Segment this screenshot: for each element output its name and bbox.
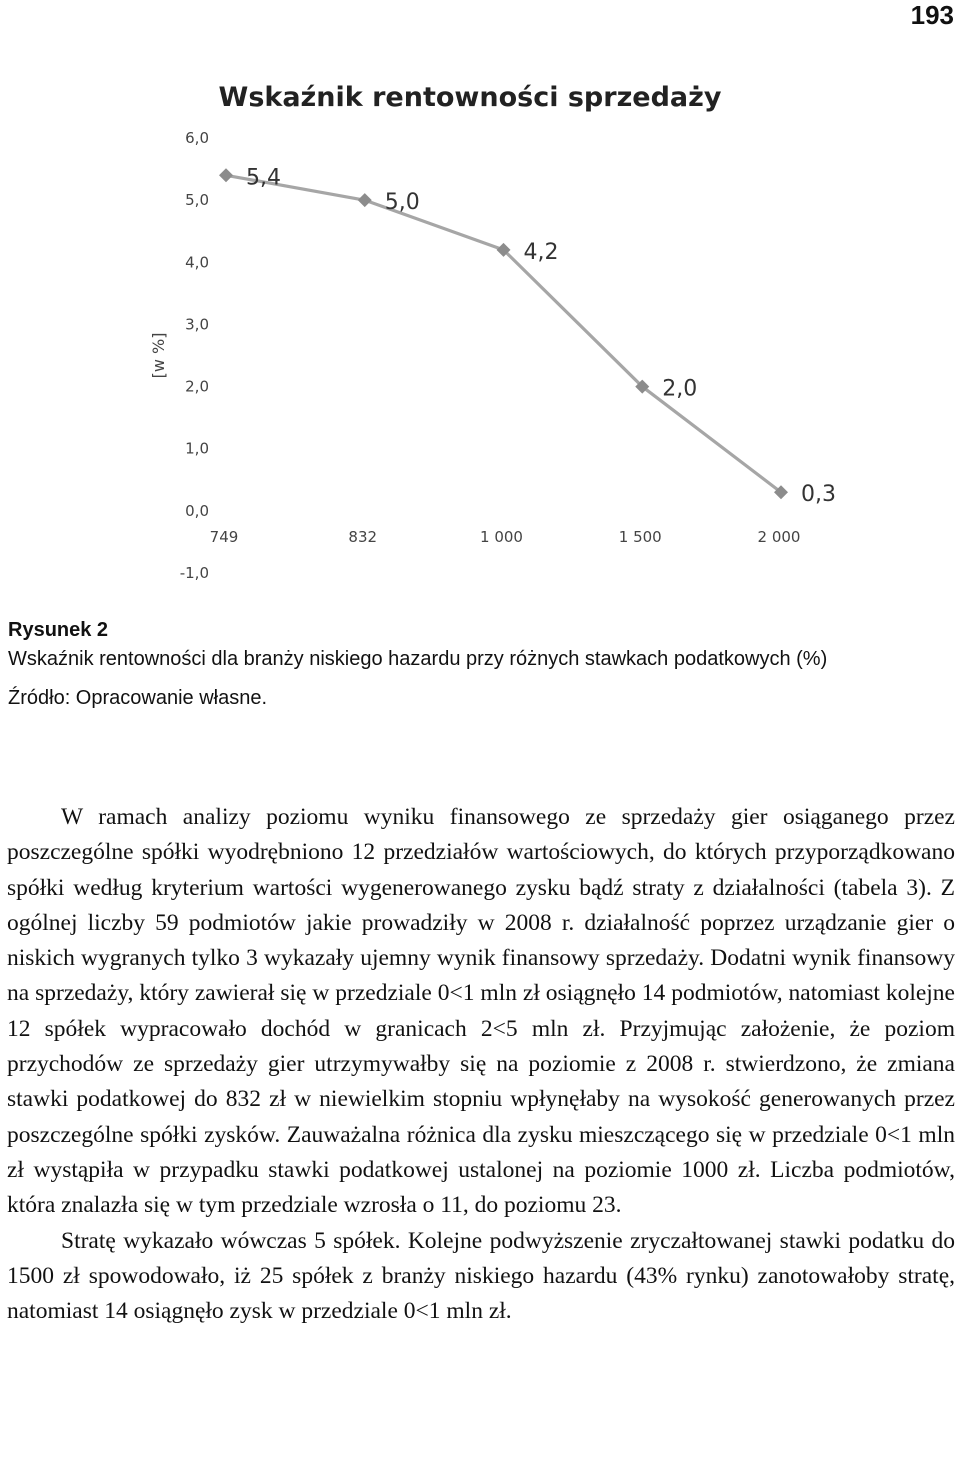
x-tick-label: 832 [348, 527, 378, 546]
figure-description: Wskaźnik rentowności dla branży niskiego hazardu przy różnych stawkach podatkowych (%) [8, 648, 828, 670]
figure-caption [8, 616, 948, 713]
x-tick-label: 749 [209, 527, 239, 546]
paragraph-1: W ramach analizy poziomu wyniku finansowego ze sprzedaży gier osiąganego przez poszczególne spółki wyodrębniono 12 przedziałów wartościowych, do których przyporządkowano spółki według kryterium wartości wygenerowanego zysku bądź straty z działalności (tabela 3). Z ogólnej liczby 59 podmiotów jakie prowadziły w 2008 r. działalność poprzez urządzanie gier o niskich wygranych tylko 3 wykazały ujemny wynik finansowy sprzedaży. Dodatni wynik finansowy na sprzedaży, który zawierał się w przedziale 0<1 mln zł osiągnęło 14 podmiotów, natomiast kolejne 12 spółek wypracowało dochód w granicach 2<5 mln zł. Przyjmując założenie, że poziom przychodów ze sprzedaży gier utrzymywałby się na poziomie z 2008 r. stwierdzono, że zmiana stawki podatkowej do 832 zł w niewielkim stopniu wpłynęłaby na wysokość generowanych przez poszczególne spółki zysków. Zauważalna różnica dla zysku mieszczącego się w przedziale 0<1 mln zł wystąpiła w przypadku stawki podatkowej ustalonej na poziomie 1000 zł. Liczba podmiotów, która znalazła się w tym przedziale wzrosła o 11, do poziomu 23. [7, 804, 955, 1219]
x-tick-label: 1 000 [480, 527, 523, 546]
data-labels [246, 165, 836, 507]
data-label: 5,0 [384, 190, 420, 216]
y-tick-label: 1,0 [185, 439, 209, 458]
y-tick-label: 2,0 [185, 377, 209, 396]
y-tick-label: 4,0 [185, 253, 209, 272]
y-tick-label: 5,0 [185, 191, 209, 210]
data-label: 0,3 [801, 482, 836, 508]
figure-label: Rysunek 2 [8, 619, 109, 641]
y-tick-label: 3,0 [185, 315, 209, 334]
data-label: 5,4 [246, 165, 281, 191]
page-number: 193 [910, 0, 954, 30]
x-tick-label: 1 500 [618, 527, 662, 546]
paragraph-2: Stratę wykazało wówczas 5 spółek. Kolejne podwyższenie zryczałtowanej stawki podatku do 1500 zł spowodowało, iż 25 spółek z branży niskiego hazardu (43% rynku) zanotowałoby stratę, natomiast 14 osiągnęło zysk w przedziale 0<1 mln zł. [7, 1227, 955, 1325]
body-text [7, 800, 955, 1329]
y-tick-label: 0,0 [185, 501, 209, 520]
series-line-group [219, 168, 788, 499]
y-axis-label: [w %] [149, 332, 168, 379]
data-label: 2,0 [662, 376, 698, 402]
data-label: 4,2 [523, 239, 559, 265]
y-tick-labels [180, 129, 209, 582]
chart-title: Wskaźnik rentowności sprzedaży [218, 82, 722, 113]
y-tick-label: -1,0 [179, 564, 209, 582]
data-point-marker [219, 168, 233, 182]
series-line [226, 175, 781, 492]
x-tick-label: 2 000 [757, 527, 801, 546]
data-point-marker [358, 193, 372, 207]
line-chart [149, 60, 860, 590]
y-tick-label: 6,0 [185, 129, 209, 147]
figure-source: Źródło: Opracowanie własne. [8, 687, 268, 709]
x-tick-labels [210, 528, 801, 546]
